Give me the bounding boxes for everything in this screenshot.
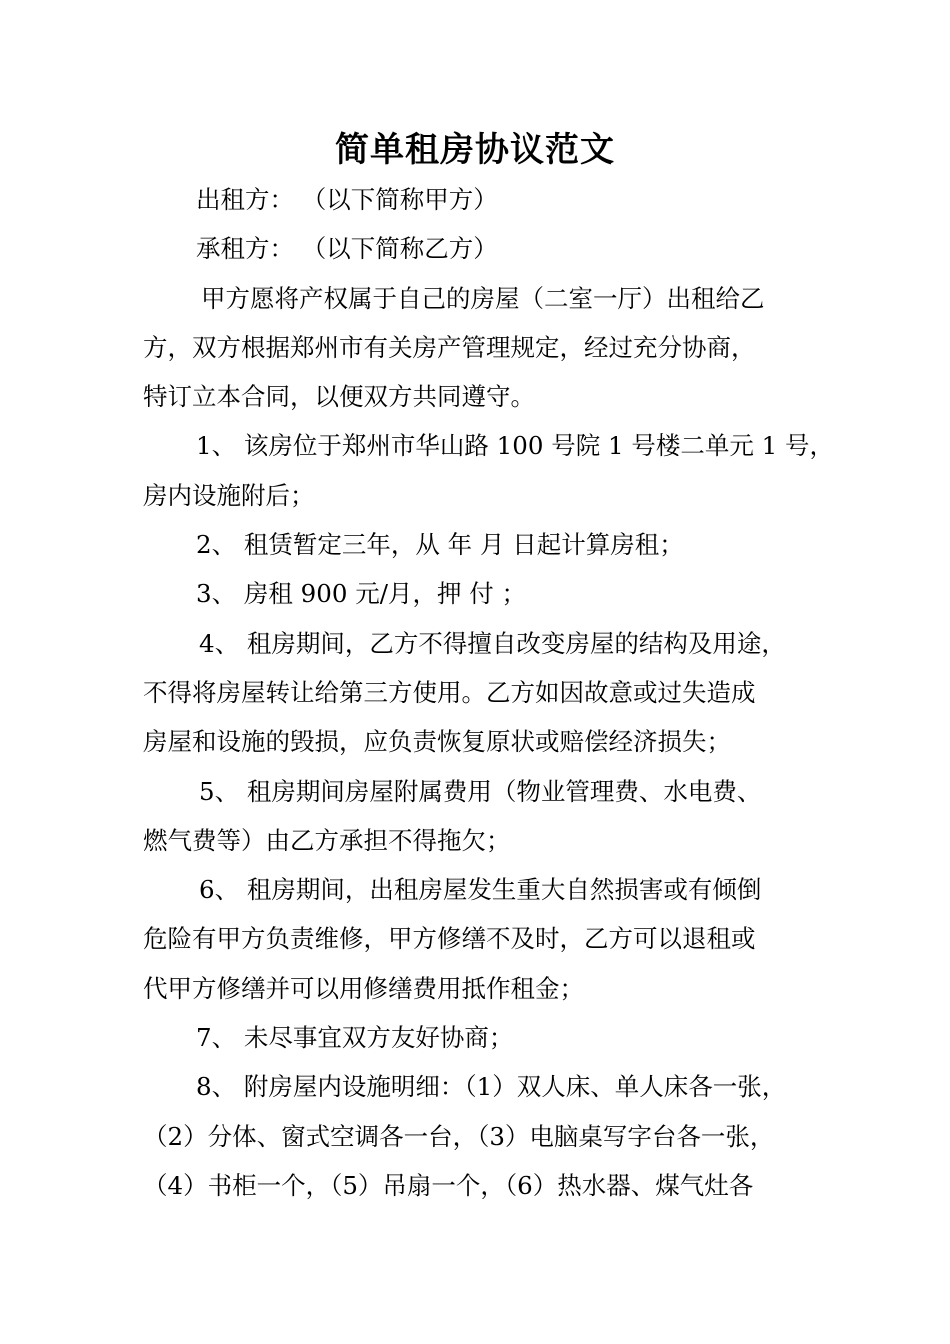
lessor-line: 出租方： （以下简称甲方） [196, 185, 498, 214]
clause-7-line: 7、 未尽事宜双方友好协商； [196, 1023, 514, 1053]
clause-5-line: 5、 租房期间房屋附属费用（物业管理费、水电费、 [199, 776, 762, 806]
clause-8-line: （4）书柜一个，（5）吊扇一个，（6）热水器、煤气灶各 [143, 1170, 754, 1200]
clause-4-line: 不得将房屋转让给第三方使用。乙方如因故意或过失造成 [143, 677, 756, 707]
clause-6-line: 6、 租房期间，出租房屋发生重大自然损害或有倾倒 [199, 875, 762, 905]
clause-1-line: 房内设施附后； [143, 480, 315, 510]
lessee-line: 承租方： （以下简称乙方） [196, 234, 498, 264]
clause-6-line: 代甲方修缮并可以用修缮费用抵作租金； [143, 973, 584, 1003]
clause-4-line: 房屋和设施的毁损，应负责恢复原状或赔偿经济损失； [143, 727, 731, 757]
clause-8-line: （2）分体、窗式空调各一台，（3）电脑桌写字台各一张， [143, 1121, 775, 1151]
clause-8-line: 8、 附房屋内设施明细：（1）双人床、单人床各一张， [196, 1072, 787, 1102]
clause-4-line: 4、 租房期间，乙方不得擅自改变房屋的结构及用途， [199, 628, 786, 658]
clause-6-line: 危险有甲方负责维修，甲方修缮不及时，乙方可以退租或 [143, 924, 756, 954]
clause-2-line: 2、 租赁暂定三年，从 年 月 日起计算房租； [196, 530, 684, 560]
clause-1-line: 1、 该房位于郑州市华山路 100 号院 1 号楼二单元 1 号， [196, 431, 835, 461]
intro-paragraph-line: 方，双方根据郑州市有关房产管理规定，经过充分协商， [143, 332, 756, 362]
document-body [143, 175, 833, 1210]
clause-3-line: 3、 房租 900 元/月，押 付 ； [196, 579, 527, 609]
clause-5-line: 燃气费等）由乙方承担不得拖欠； [143, 825, 511, 855]
intro-paragraph-line: 甲方愿将产权属于自己的房屋（二室一厅）出租给乙 [201, 283, 765, 313]
document-title: 简单租房协议范文 [335, 130, 615, 170]
intro-paragraph-line: 特订立本合同，以便双方共同遵守。 [143, 382, 535, 412]
